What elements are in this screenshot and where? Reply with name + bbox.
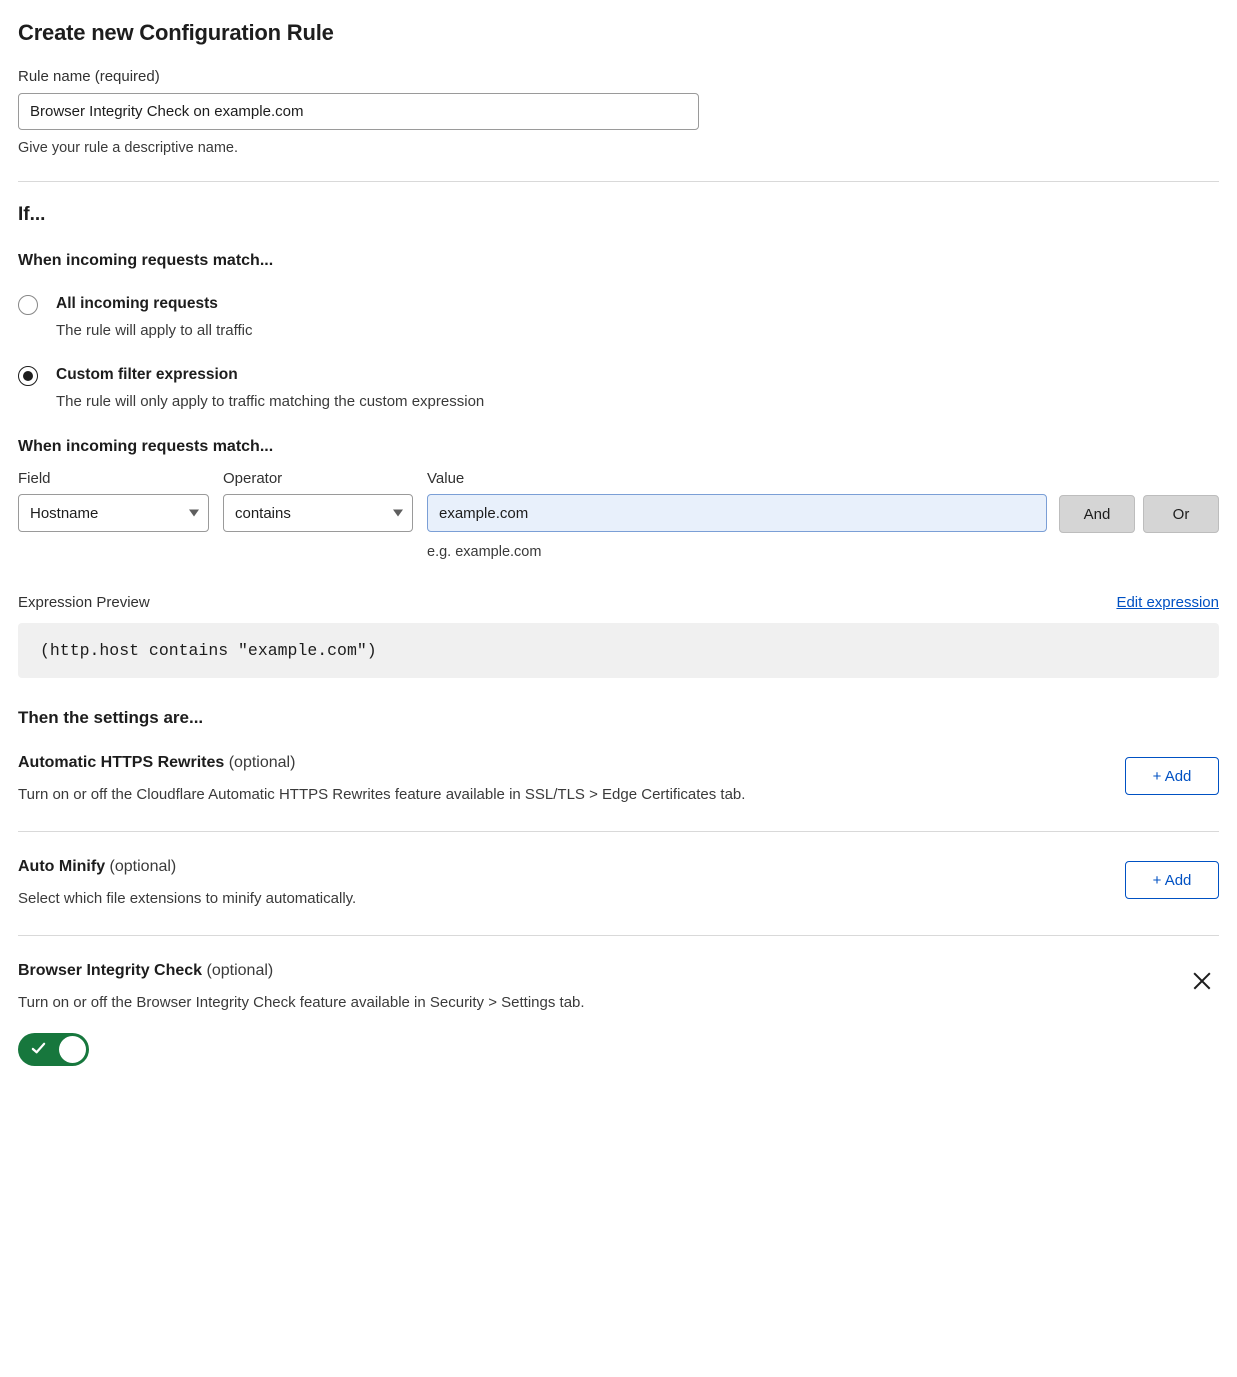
field-label: Field [18, 470, 51, 488]
divider [18, 181, 1219, 182]
radio-option-all-requests[interactable] [18, 294, 1219, 341]
radio-all-requests[interactable] [18, 295, 38, 315]
expression-preview-label: Expression Preview [18, 594, 150, 612]
then-section-heading: Then the settings are... [18, 708, 204, 728]
setting-name [18, 858, 356, 876]
setting-optional-tag: (optional) [109, 858, 177, 876]
radio-all-requests-label: All incoming requests [56, 295, 218, 312]
setting-browser-integrity-check [18, 936, 1219, 1066]
operator-select[interactable] [223, 494, 413, 532]
value-hint: e.g. example.com [427, 544, 542, 561]
radio-option-custom-filter[interactable] [18, 365, 1219, 412]
radio-custom-filter-label: Custom filter expression [56, 366, 238, 384]
operator-select-value[interactable]: contains [223, 494, 413, 532]
setting-description: Turn on or off the Browser Integrity Check feature available in Security > Settings tab. [18, 994, 585, 1012]
setting-description: Turn on or off the Cloudflare Automatic HTTPS Rewrites feature available in SSL/TLS > Edge Certificates tab. [18, 786, 746, 804]
field-select-value[interactable]: Hostname [18, 494, 209, 532]
value-label: Value [427, 470, 465, 488]
match-heading: When incoming requests match... [18, 252, 274, 269]
setting-name [18, 754, 745, 772]
radio-custom-filter[interactable] [18, 366, 38, 386]
toggle-knob [59, 1036, 86, 1063]
rule-name-helper: Give your rule a descriptive name. [18, 140, 239, 156]
operator-label: Operator [222, 470, 283, 488]
operator-column [223, 470, 413, 532]
setting-automatic-https-rewrites [18, 728, 1219, 832]
logic-buttons [1059, 470, 1219, 533]
rule-name-group [18, 68, 1219, 156]
rule-name-label: Rule name (required) [18, 68, 160, 85]
setting-optional-tag: (optional) [228, 754, 296, 772]
setting-title: Browser Integrity Check [18, 962, 203, 980]
edit-expression-link[interactable]: Edit expression [1116, 594, 1219, 612]
expression-preview-box: (http.host contains "example.com") [18, 623, 1219, 678]
radio-custom-filter-desc: The rule will only apply to traffic matching the custom expression [56, 393, 485, 411]
check-icon [31, 1041, 46, 1056]
setting-title: Auto Minify [18, 858, 106, 876]
field-column [18, 470, 209, 532]
add-auto-minify-button[interactable]: + Add [1125, 861, 1219, 899]
setting-auto-minify [18, 832, 1219, 936]
setting-description: Select which file extensions to minify automatically. [18, 890, 357, 908]
close-icon[interactable] [1189, 968, 1215, 994]
page-title: Create new Configuration Rule [18, 20, 334, 45]
builder-heading: When incoming requests match... [18, 438, 274, 456]
setting-title: Automatic HTTPS Rewrites [18, 754, 225, 772]
value-input[interactable] [427, 494, 1047, 532]
field-select[interactable] [18, 494, 209, 532]
browser-integrity-check-toggle[interactable] [18, 1033, 89, 1066]
and-button[interactable]: And [1059, 495, 1135, 533]
add-automatic-https-rewrites-button[interactable]: + Add [1125, 757, 1219, 795]
expression-builder [18, 470, 1219, 560]
rule-name-input[interactable] [18, 93, 699, 130]
expression-preview-header [18, 594, 1219, 611]
radio-all-requests-desc: The rule will apply to all traffic [56, 321, 253, 339]
or-button[interactable]: Or [1143, 495, 1219, 533]
setting-optional-tag: (optional) [206, 962, 274, 980]
if-section-heading: If... [18, 204, 46, 225]
setting-name [18, 962, 585, 980]
value-column [427, 470, 1047, 560]
